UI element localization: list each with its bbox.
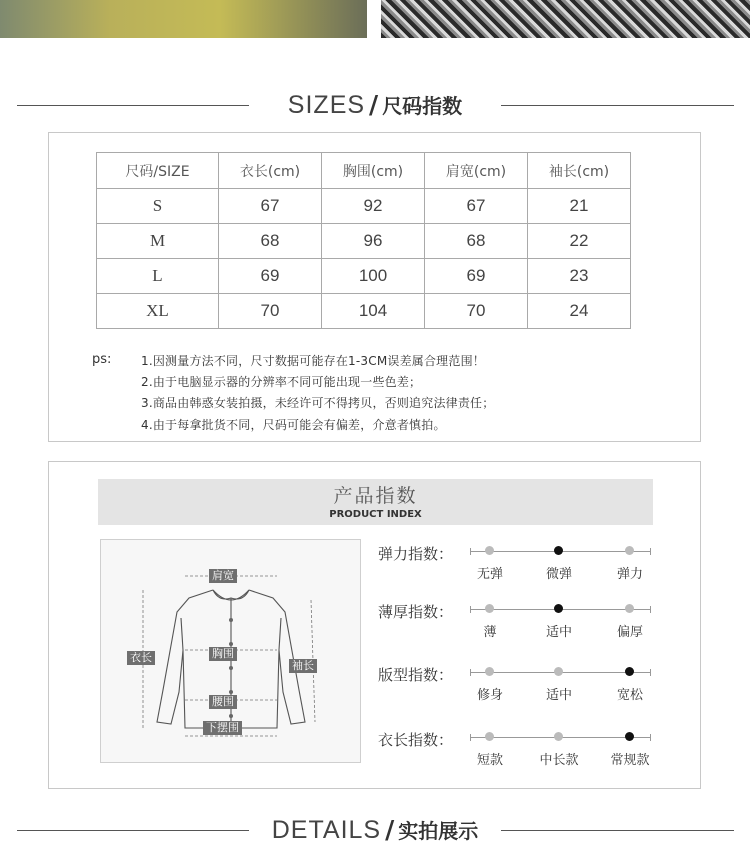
index-name: 薄厚指数： [378,603,454,621]
cell-size: S [97,189,219,224]
index-dot [485,604,494,613]
track-cap [470,548,479,555]
index-thickness [378,603,678,649]
cell-chest: 104 [322,294,425,329]
product-index-title-en: PRODUCT INDEX [329,509,422,520]
track-cap [470,669,479,676]
index-fit [378,666,678,712]
index-option: 无弹 [476,567,503,582]
index-dot [554,732,563,741]
cell-chest: 96 [322,224,425,259]
cell-size: M [97,224,219,259]
label-shoulder: 肩宽 [209,569,237,583]
size-table-header [97,153,631,189]
ps-label: ps: [92,352,112,367]
track-cap [470,734,479,741]
index-dot-selected [554,546,563,555]
cell-shoulder: 70 [425,294,528,329]
cell-sleeve: 23 [528,259,631,294]
index-dot-selected [625,667,634,676]
track-cap [650,669,659,676]
label-length: 衣长 [127,651,155,665]
table-row [97,259,631,294]
index-option: 偏厚 [616,625,643,640]
note-item: 3.商品由韩惑女装拍摄，未经许可不得拷贝，否则追究法律责任； [141,396,495,410]
table-row [97,294,631,329]
cell-length: 67 [219,189,322,224]
note-item: 1.因测量方法不同，尺寸数据可能存在1-3CM误差属合理范围！ [141,354,485,368]
sizes-title-slash: / [369,90,379,119]
cell-length: 69 [219,259,322,294]
index-option: 中长款 [539,753,579,768]
index-option: 适中 [545,625,572,640]
cell-shoulder: 67 [425,189,528,224]
index-option: 宽松 [616,688,643,703]
label-sleeve: 袖长 [289,659,317,673]
cell-shoulder: 68 [425,224,528,259]
index-elasticity [378,545,678,591]
note-item: 4.由于每拿批货不同，尺码可能会有偏差，介意者慎拍。 [141,418,446,432]
header-size: 尺码/SIZE [97,153,219,189]
index-dot [485,732,494,741]
cell-chest: 92 [322,189,425,224]
product-photo-left [0,0,367,38]
index-option: 薄 [483,625,497,640]
index-option: 修身 [476,688,503,703]
cell-size: L [97,259,219,294]
size-table [96,152,631,329]
index-dot [625,604,634,613]
details-section-title [0,815,750,845]
index-dot [485,667,494,676]
track-cap [650,548,659,555]
index-length [378,731,678,777]
index-name: 弹力指数： [378,545,454,563]
garment-measure-diagram [100,539,361,763]
note-item: 2.由于电脑显示器的分辨率不同可能出现一些色差； [141,375,422,389]
sizes-title-cn: 尺码指数 [382,94,463,118]
product-index-header [98,479,653,525]
product-photo-right [381,0,750,38]
label-waist: 腰围 [209,695,237,709]
header-sleeve: 袖长(cm) [528,153,631,189]
header-chest: 胸围(cm) [322,153,425,189]
details-title-en: DETAILS [271,816,382,844]
cell-size: XL [97,294,219,329]
details-title-cn: 实拍展示 [398,819,479,843]
index-dot [625,546,634,555]
table-row [97,224,631,259]
index-option: 短款 [476,753,503,768]
cell-sleeve: 21 [528,189,631,224]
index-dot [554,667,563,676]
index-name: 版型指数： [378,666,454,684]
product-index-panel [48,461,701,789]
product-index-title-cn: 产品指数 [333,485,418,507]
header-shoulder: 肩宽(cm) [425,153,528,189]
cell-shoulder: 69 [425,259,528,294]
cell-sleeve: 24 [528,294,631,329]
cell-length: 68 [219,224,322,259]
index-dot-selected [625,732,634,741]
index-option: 常规款 [610,753,650,768]
index-option: 适中 [545,688,572,703]
track-cap [650,606,659,613]
index-option: 微弹 [545,567,572,582]
sizes-section-title [0,90,750,120]
table-row [97,189,631,224]
index-dot [485,546,494,555]
index-dot-selected [554,604,563,613]
index-name: 衣长指数： [378,731,454,749]
label-chest: 胸围 [209,647,237,661]
header-length: 衣长(cm) [219,153,322,189]
sizes-title-en: SIZES [287,91,366,119]
cell-sleeve: 22 [528,224,631,259]
track-cap [470,606,479,613]
cell-chest: 100 [322,259,425,294]
details-title-slash: / [385,815,395,844]
cell-length: 70 [219,294,322,329]
size-chart-panel [48,132,701,442]
track-cap [650,734,659,741]
index-option: 弹力 [616,567,643,582]
label-hem: 下摆围 [203,721,242,735]
